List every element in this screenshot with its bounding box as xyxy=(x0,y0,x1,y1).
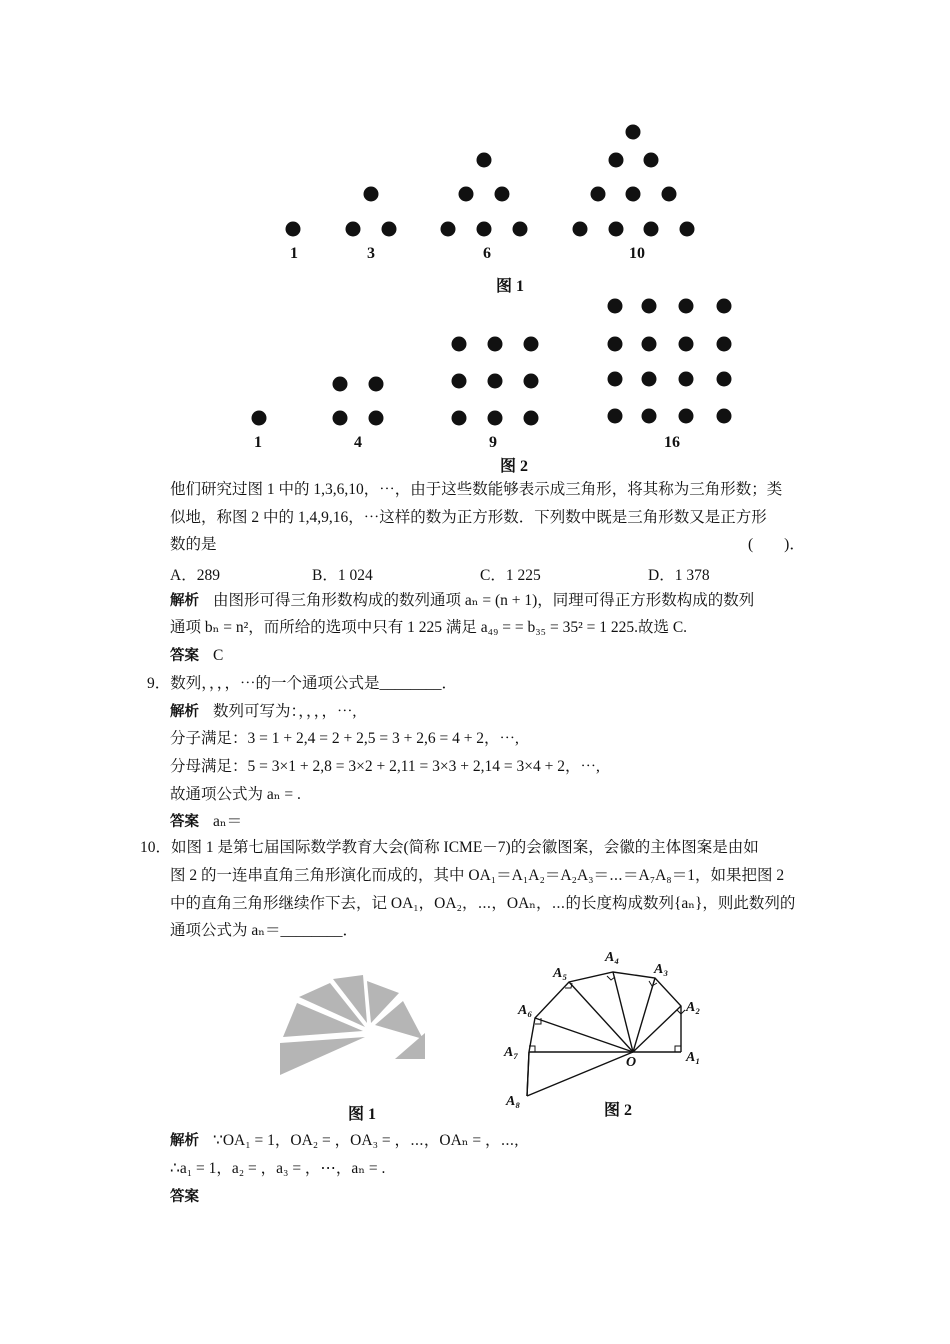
fig1-label-6: 6 xyxy=(483,245,491,262)
q10-stem-text-1: 如图 1 是第七届国际数学教育大会(简称 ICME－7)的会徽图案，会徽的主体图案是由如 xyxy=(171,839,759,856)
square-group-16 xyxy=(608,299,732,424)
fig2-label-4: 4 xyxy=(354,434,362,451)
fig1-label-3: 3 xyxy=(367,245,375,262)
fig1-label-1: 1 xyxy=(290,245,298,262)
q8-option-c: C．1 225 xyxy=(480,567,541,584)
q10-stem-line-3: 中的直角三角形继续作下去，记 OA₁，OA₂，⋯，OAₙ，⋯的长度构成数列{aₙ}，则此数列的 xyxy=(170,895,796,912)
right-angle-marks xyxy=(529,976,685,1052)
q9-stem: 数列，，，，⋯的一个通项公式是________． xyxy=(170,675,458,692)
spiral-label-a1: A₁ xyxy=(686,1050,701,1065)
dot-group-10 xyxy=(573,125,695,237)
right-triangle-spiral-figure xyxy=(495,948,720,1118)
spiral-label-a5: A₅ xyxy=(553,966,568,981)
spiral-radii xyxy=(527,972,681,1096)
q8-analysis-line-2: 通项 bₙ = n²，而所给的选项中只有 1 225 满足 a₄₉ = = b₃₅ = 35² = 1 225.故选 C. xyxy=(170,619,688,636)
q10-analysis-label: 解析 xyxy=(170,1133,199,1149)
spiral-label-a2: A₂ xyxy=(686,1000,701,1015)
q10-fig2-caption: 图 2 xyxy=(603,1102,632,1119)
q9-answer-line xyxy=(170,809,242,835)
q8-answer-paren: ( )． xyxy=(748,536,805,553)
square-group-9 xyxy=(452,337,539,426)
square-group-4 xyxy=(333,377,384,426)
q8-answer-label: 答案 xyxy=(170,648,199,664)
q10-stem-line-1 xyxy=(140,835,759,861)
figure-2-caption: 图 2 xyxy=(499,458,528,475)
spiral-label-a7: A₇ xyxy=(504,1045,519,1060)
q8-stem-line-1: 他们研究过图 1 中的 1,3,6,10，⋯，由于这些数能够表示成三角形，将其称为三角形数；类 xyxy=(170,481,783,498)
square-group-1 xyxy=(252,411,267,426)
fig2-label-16: 16 xyxy=(664,434,680,451)
q10-analysis-text-1: ∵OA₁ = 1，OA₂ = ，OA₃ = ，⋯，OAₙ = ，⋯, xyxy=(213,1132,519,1149)
spiral-label-a3: A₃ xyxy=(654,962,669,977)
q9-answer-label: 答案 xyxy=(170,814,199,830)
icme-emblem-figure xyxy=(275,975,435,1085)
q8-option-d: D．1 378 xyxy=(648,567,710,584)
q9-analysis-label: 解析 xyxy=(170,704,199,720)
dot-group-6 xyxy=(441,153,528,237)
q9-stem-line xyxy=(147,671,457,697)
dot-group-3 xyxy=(346,187,397,237)
q9-analysis-line-3: 分母满足：5 = 3×1 + 2,8 = 3×2 + 2,11 = 3×3 + 2,14 = 3×4 + 2，⋯, xyxy=(170,758,600,775)
q8-option-a: A．289 xyxy=(170,567,220,584)
q10-number: 10． xyxy=(140,839,172,856)
q9-analysis-text-1: 数列可写为：，，，，⋯, xyxy=(213,703,357,720)
figure-1-caption: 图 1 xyxy=(495,278,524,295)
q8-analysis-label: 解析 xyxy=(170,593,199,609)
q10-analysis-line-2: ∴a₁ = 1，a₂ = ，a₃ = ，⋯，aₙ = . xyxy=(170,1160,386,1177)
q8-analysis-line-1 xyxy=(170,588,754,614)
spiral-label-a8: A₈ xyxy=(506,1094,521,1109)
q8-analysis-text-1: 由图形可得三角形数构成的数列通项 aₙ = (n + 1)，同理可得正方形数构成的数列 xyxy=(213,592,755,609)
spiral-outer-edges xyxy=(527,972,681,1096)
q10-stem-line-4: 通项公式为 aₙ＝________． xyxy=(170,922,358,939)
q8-answer-value: C xyxy=(213,647,224,664)
fig2-label-1: 1 xyxy=(254,434,262,451)
q10-stem-line-2: 图 2 的一连串直角三角形演化而成的，其中 OA₁＝A₁A₂＝A₂A₃＝⋯＝A₇A₈＝1，如果把图 2 xyxy=(170,867,785,884)
spiral-label-o: O xyxy=(626,1055,637,1070)
emblem-wedges xyxy=(280,975,425,1075)
dot-group-1 xyxy=(286,222,301,237)
q10-answer-label: 答案 xyxy=(170,1189,199,1205)
figure-2-square-numbers xyxy=(240,290,750,435)
q8-stem-line-3: 数的是 xyxy=(170,536,217,553)
spiral-label-a4: A₄ xyxy=(605,950,620,965)
q9-analysis-line-1 xyxy=(170,699,356,725)
q8-option-b: B．1 024 xyxy=(312,567,373,584)
q10-analysis-line-1 xyxy=(170,1128,518,1154)
q10-fig1-caption: 图 1 xyxy=(347,1106,376,1123)
fig2-label-9: 9 xyxy=(489,434,497,451)
q10-answer-line xyxy=(170,1184,213,1210)
q9-answer-value: aₙ＝ xyxy=(213,813,243,830)
q9-analysis-line-4: 故通项公式为 aₙ = . xyxy=(170,786,301,803)
q9-number: 9． xyxy=(147,675,171,692)
q9-analysis-line-2: 分子满足：3 = 1 + 2,4 = 2 + 2,5 = 3 + 2,6 = 4 + 2，⋯, xyxy=(170,730,519,747)
q8-answer-line xyxy=(170,643,223,669)
spiral-label-a6: A₆ xyxy=(518,1003,533,1018)
fig1-label-10: 10 xyxy=(629,245,645,262)
figure-1-triangular-numbers xyxy=(270,118,750,268)
q8-stem-line-2: 似地，称图 2 中的 1,4,9,16，⋯这样的数为正方形数．下列数中既是三角形数又是正方形 xyxy=(170,509,767,526)
